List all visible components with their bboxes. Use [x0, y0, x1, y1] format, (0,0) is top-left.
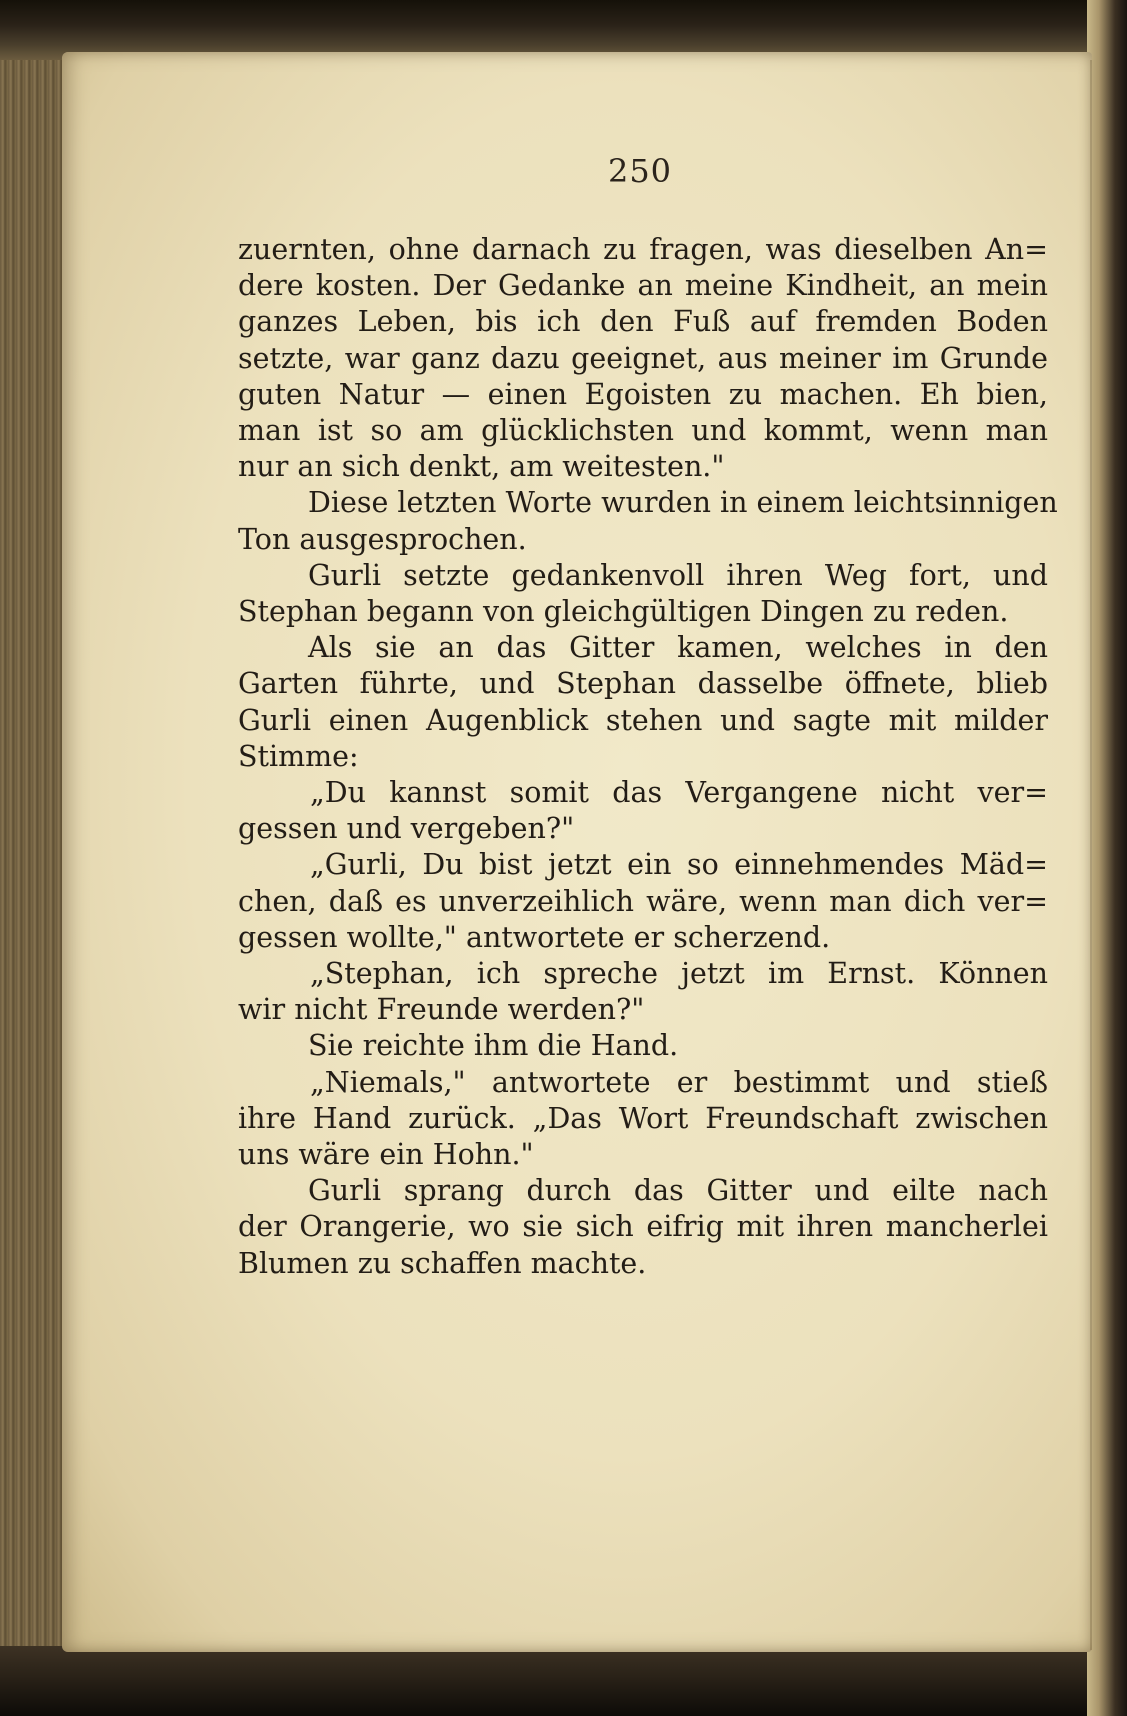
text-line: Ton ausgesprochen.	[238, 522, 527, 556]
text-line: Sie reichte ihm die Hand.	[308, 1029, 679, 1063]
text-line: chen, daß es unverzeihlich wäre, wenn man dich ver=	[238, 884, 1048, 918]
book-edge-bottom	[0, 1646, 1127, 1716]
text-line: Gurli sprang durch das Gitter und eilte nach	[308, 1174, 1048, 1208]
page-gutter	[1090, 60, 1092, 1650]
text-line: zuernten, ohne darnach zu fragen, was dieselben An=	[238, 233, 1048, 266]
text-line: dere kosten. Der Gedanke an meine Kindheit, an mein	[238, 269, 1048, 303]
page-number: 250	[607, 152, 673, 190]
text-line: guten Natur — einen Egoisten zu machen. Eh bien,	[238, 377, 1048, 411]
text-line: uns wäre ein Hohn."	[238, 1138, 534, 1172]
text-line: gessen wollte," antwortete er scherzend.	[238, 920, 831, 954]
text-line: ihre Hand zurück. „Das Wort Freundschaft zwischen	[238, 1101, 1048, 1135]
text-line: „Niemals," antwortete er bestimmt und stieß	[310, 1065, 1048, 1099]
text-line: „Du kannst somit das Vergangene nicht ver=	[310, 776, 1048, 810]
text-line: setzte, war ganz dazu geeignet, aus meiner im Grunde	[238, 341, 1048, 375]
text-line: „Gurli, Du bist jetzt ein so einnehmendes Mäd=	[310, 848, 1048, 882]
book-edge-top	[0, 0, 1127, 60]
text-line: nur an sich denkt, am weitesten."	[238, 450, 725, 484]
text-line: man ist so am glücklichsten und kommt, wenn man	[238, 414, 1048, 448]
book-edge-right	[1087, 0, 1127, 1716]
text-line: ganzes Leben, bis ich den Fuß auf fremden Boden	[238, 305, 1048, 339]
text-line: gessen und vergeben?"	[238, 812, 575, 846]
text-line: wir nicht Freunde werden?"	[238, 993, 645, 1027]
page-text	[238, 232, 1058, 1282]
text-line: Als sie an das Gitter kamen, welches in den	[308, 631, 1048, 665]
text-line: der Orangerie, wo sie sich eifrig mit ihren mancherlei	[238, 1210, 1048, 1244]
book-edge-left	[0, 0, 70, 1716]
text-line: Blumen zu schaffen machte.	[238, 1246, 647, 1280]
text-line: Garten führte, und Stephan dasselbe öffnete, blieb	[238, 667, 1048, 701]
text-line: „Stephan, ich spreche jetzt im Ernst. Können	[310, 957, 1048, 991]
text-line: Stimme:	[238, 739, 359, 773]
text-line: Gurli einen Augenblick stehen und sagte mit milder	[238, 703, 1048, 737]
text-line: Stephan begann von gleichgültigen Dingen zu reden.	[238, 595, 1009, 629]
text-line: Diese letzten Worte wurden in einem leichtsinnigen	[308, 486, 1058, 520]
text-line: Gurli setzte gedankenvoll ihren Weg fort, und	[308, 558, 1048, 592]
